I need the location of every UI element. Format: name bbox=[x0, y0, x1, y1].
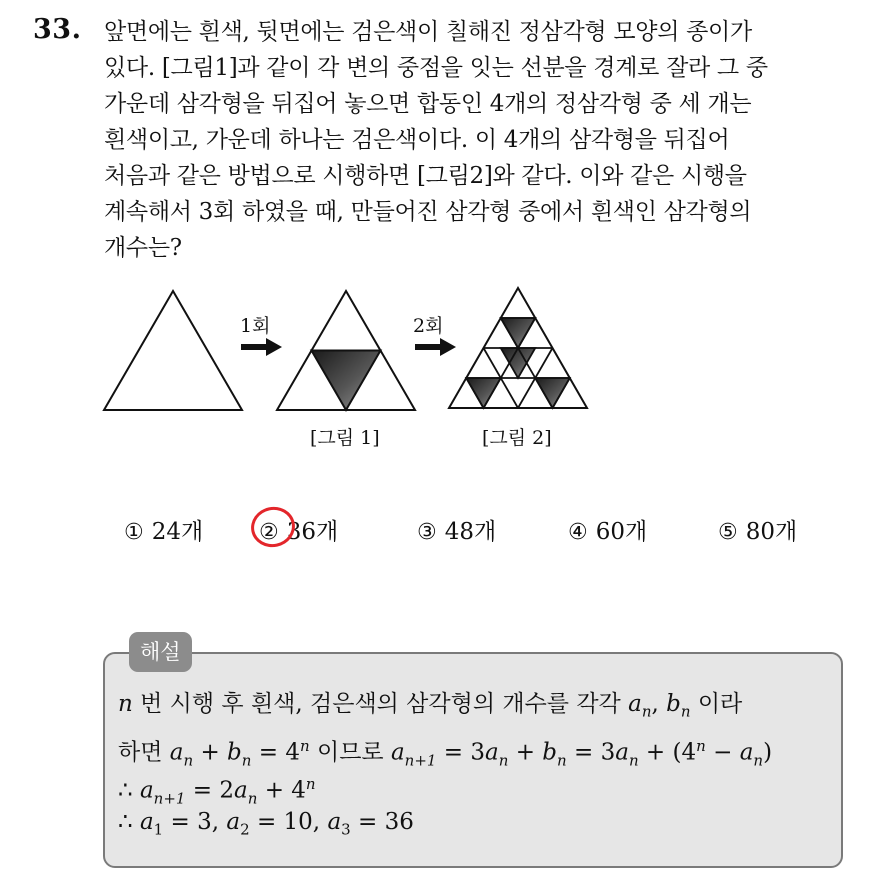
question-line-4: 흰색이고, 가운데 하나는 검은색이다. 이 4개의 삼각형을 뒤집어 bbox=[104, 127, 730, 153]
question-line-7: 개수는? bbox=[104, 235, 182, 261]
choice-3-text: 48개 bbox=[444, 519, 497, 545]
solution-line-3: ∴ $a_{n+1} = 2a_n + 4^n$ bbox=[118, 775, 316, 808]
solution-line-4: ∴ $a_1 = 3$, $a_2 = 10$, $a_3 = 36$ bbox=[118, 809, 414, 839]
question-line-1: 앞면에는 흰색, 뒷면에는 검은색이 칠해진 정삼각형 모양의 종이가 bbox=[104, 19, 752, 45]
choice-4-text: 60개 bbox=[595, 519, 648, 545]
choice-1[interactable] bbox=[124, 513, 203, 546]
choice-4-number: ④ bbox=[568, 520, 588, 545]
arrow-step1 bbox=[241, 338, 282, 356]
question-line-3: 가운데 삼각형을 뒤집어 놓으면 합동인 4개의 정삼각형 중 세 개는 bbox=[104, 91, 752, 117]
choice-5-number: ⑤ bbox=[718, 520, 738, 545]
step1-label: 1회 bbox=[240, 315, 271, 337]
solution-title: 해설 bbox=[129, 632, 192, 672]
choice-2-text: 36개 bbox=[286, 519, 339, 545]
choice-3[interactable] bbox=[417, 513, 496, 546]
step2-label: 2회 bbox=[413, 315, 444, 337]
choice-5[interactable] bbox=[718, 513, 797, 546]
solution-line-1: n 번 시행 후 흰색, 검은색의 삼각형의 개수를 각각 $a_n$, $b_n$ 이라 bbox=[118, 691, 743, 721]
figure1-caption: [그림 1] bbox=[310, 427, 380, 449]
choice-5-text: 80개 bbox=[745, 519, 798, 545]
original-triangle bbox=[104, 291, 242, 410]
question-line-2: 있다. [그림1]과 같이 각 변의 중점을 잇는 선분을 경계로 잘라 그 중 bbox=[104, 55, 768, 81]
choice-2-number: ② bbox=[259, 520, 279, 545]
choice-1-number: ① bbox=[124, 520, 144, 545]
question-line-5: 처음과 같은 방법으로 시행하면 [그림2]와 같다. 이와 같은 시행을 bbox=[104, 163, 747, 189]
choice-1-text: 24개 bbox=[151, 519, 204, 545]
figure2-caption: [그림 2] bbox=[482, 427, 552, 449]
solution-line-2: 하면 $a_n + b_n = 4^n$ 이므로 $a_{n+1} = 3a_n + b_n = 3a_n + (4^n - a_n)$ bbox=[118, 737, 773, 770]
arrow-step2 bbox=[415, 338, 456, 356]
question-line-6: 계속해서 3회 하였을 때, 만들어진 삼각형 중에서 흰색인 삼각형의 bbox=[104, 199, 752, 225]
figure2-triangle bbox=[449, 288, 587, 408]
choice-4[interactable] bbox=[568, 513, 647, 546]
question-number: 33. bbox=[33, 14, 82, 45]
choice-3-number: ③ bbox=[417, 520, 437, 545]
figure1-triangle bbox=[277, 291, 415, 410]
